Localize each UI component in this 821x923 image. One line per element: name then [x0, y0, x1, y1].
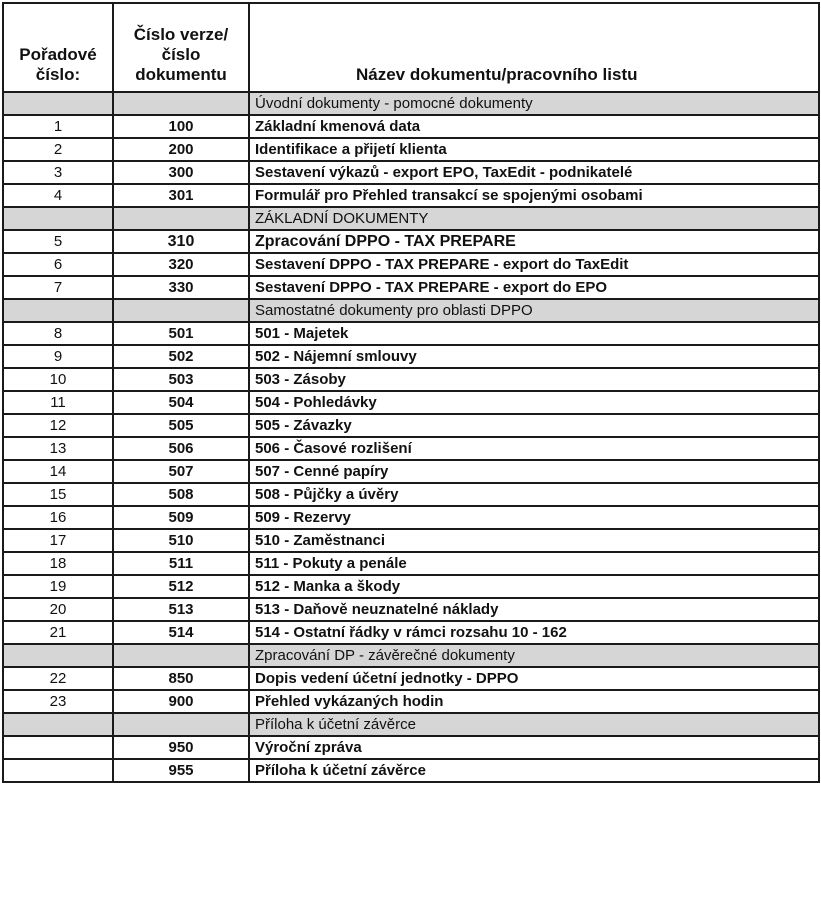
- row-document-code: 100: [113, 115, 249, 138]
- row-document-title: Příloha k účetní závěrce: [249, 759, 819, 782]
- row-document-title: 511 - Pokuty a penále: [249, 552, 819, 575]
- table-row: [3, 667, 819, 690]
- row-document-code: 950: [113, 736, 249, 759]
- table-row: [3, 138, 819, 161]
- section-row: [3, 207, 819, 230]
- table-row: [3, 115, 819, 138]
- row-document-title: Výroční zpráva: [249, 736, 819, 759]
- row-document-code: 512: [113, 575, 249, 598]
- row-order-number: [3, 299, 113, 322]
- row-document-title: 502 - Nájemní smlouvy: [249, 345, 819, 368]
- header-version-number: Číslo verze/ číslo dokumentu: [113, 3, 249, 92]
- row-order-number: 1: [3, 115, 113, 138]
- section-row: [3, 713, 819, 736]
- table-row: [3, 552, 819, 575]
- row-document-title: 512 - Manka a škody: [249, 575, 819, 598]
- row-document-code: 200: [113, 138, 249, 161]
- row-document-title: Samostatné dokumenty pro oblasti DPPO: [249, 299, 819, 322]
- table-body: [3, 92, 819, 782]
- row-document-title: Přehled vykázaných hodin: [249, 690, 819, 713]
- table-row: [3, 368, 819, 391]
- row-document-code: 505: [113, 414, 249, 437]
- row-order-number: 15: [3, 483, 113, 506]
- row-document-title: Sestavení DPPO - TAX PREPARE - export do EPO: [249, 276, 819, 299]
- row-document-title: 503 - Zásoby: [249, 368, 819, 391]
- row-order-number: 21: [3, 621, 113, 644]
- row-document-title: 504 - Pohledávky: [249, 391, 819, 414]
- row-order-number: 23: [3, 690, 113, 713]
- row-document-code: 330: [113, 276, 249, 299]
- row-document-code: 514: [113, 621, 249, 644]
- row-order-number: 16: [3, 506, 113, 529]
- table-row: [3, 506, 819, 529]
- table-row: [3, 414, 819, 437]
- header-order-number: Pořadové číslo:: [3, 3, 113, 92]
- row-document-title: Formulář pro Přehled transakcí se spojenými osobami: [249, 184, 819, 207]
- row-document-code: 510: [113, 529, 249, 552]
- row-order-number: 9: [3, 345, 113, 368]
- row-document-title: 505 - Závazky: [249, 414, 819, 437]
- table-row: [3, 230, 819, 253]
- section-row: [3, 644, 819, 667]
- row-document-code: 502: [113, 345, 249, 368]
- table-row: [3, 253, 819, 276]
- row-document-code: 320: [113, 253, 249, 276]
- table-row: [3, 621, 819, 644]
- row-document-code: 506: [113, 437, 249, 460]
- row-document-code: 504: [113, 391, 249, 414]
- row-document-code: 503: [113, 368, 249, 391]
- row-document-title: 513 - Daňově neuznatelné náklady: [249, 598, 819, 621]
- row-order-number: 20: [3, 598, 113, 621]
- table-header-row: [3, 3, 819, 92]
- table-row: [3, 483, 819, 506]
- table-row: [3, 437, 819, 460]
- row-document-title: 507 - Cenné papíry: [249, 460, 819, 483]
- table-row: [3, 391, 819, 414]
- row-document-title: Úvodní dokumenty - pomocné dokumenty: [249, 92, 819, 115]
- row-document-title: Zpracování DP - závěrečné dokumenty: [249, 644, 819, 667]
- row-document-title: 510 - Zaměstnanci: [249, 529, 819, 552]
- table-row: [3, 184, 819, 207]
- row-order-number: 13: [3, 437, 113, 460]
- row-order-number: 12: [3, 414, 113, 437]
- row-document-code: 507: [113, 460, 249, 483]
- row-document-code: 900: [113, 690, 249, 713]
- row-document-code: 501: [113, 322, 249, 345]
- row-document-code: 511: [113, 552, 249, 575]
- table-row: [3, 460, 819, 483]
- row-order-number: 11: [3, 391, 113, 414]
- row-order-number: 10: [3, 368, 113, 391]
- row-document-code: 300: [113, 161, 249, 184]
- row-order-number: 4: [3, 184, 113, 207]
- row-order-number: 6: [3, 253, 113, 276]
- row-document-code: 508: [113, 483, 249, 506]
- row-document-title: Identifikace a přijetí klienta: [249, 138, 819, 161]
- document-list-table: [2, 2, 820, 783]
- table-row: [3, 575, 819, 598]
- row-order-number: 7: [3, 276, 113, 299]
- row-order-number: 18: [3, 552, 113, 575]
- row-document-code: [113, 92, 249, 115]
- row-document-title: Sestavení DPPO - TAX PREPARE - export do TaxEdit: [249, 253, 819, 276]
- row-order-number: [3, 207, 113, 230]
- table-row: [3, 690, 819, 713]
- row-order-number: 22: [3, 667, 113, 690]
- row-document-title: Sestavení výkazů - export EPO, TaxEdit - podnikatelé: [249, 161, 819, 184]
- row-order-number: [3, 759, 113, 782]
- row-document-code: [113, 713, 249, 736]
- table-row: [3, 759, 819, 782]
- row-document-code: 310: [113, 230, 249, 253]
- table-row: [3, 322, 819, 345]
- row-document-title: Zpracování DPPO - TAX PREPARE: [249, 230, 819, 253]
- table-row: [3, 161, 819, 184]
- row-order-number: [3, 736, 113, 759]
- row-document-code: 850: [113, 667, 249, 690]
- row-order-number: 3: [3, 161, 113, 184]
- row-order-number: 5: [3, 230, 113, 253]
- row-document-title: ZÁKLADNÍ DOKUMENTY: [249, 207, 819, 230]
- row-order-number: 2: [3, 138, 113, 161]
- table-row: [3, 529, 819, 552]
- row-order-number: 19: [3, 575, 113, 598]
- table-row: [3, 598, 819, 621]
- row-document-code: 509: [113, 506, 249, 529]
- row-order-number: [3, 92, 113, 115]
- row-order-number: [3, 713, 113, 736]
- row-document-title: 506 - Časové rozlišení: [249, 437, 819, 460]
- row-document-title: Dopis vedení účetní jednotky - DPPO: [249, 667, 819, 690]
- row-document-code: [113, 207, 249, 230]
- row-document-code: 955: [113, 759, 249, 782]
- table-row: [3, 345, 819, 368]
- row-document-title: 509 - Rezervy: [249, 506, 819, 529]
- table-row: [3, 736, 819, 759]
- row-document-title: 514 - Ostatní řádky v rámci rozsahu 10 - 162: [249, 621, 819, 644]
- row-document-code: [113, 644, 249, 667]
- row-document-title: 508 - Půjčky a úvěry: [249, 483, 819, 506]
- row-document-code: 513: [113, 598, 249, 621]
- header-document-name: Název dokumentu/pracovního listu: [249, 3, 819, 92]
- row-document-title: Základní kmenová data: [249, 115, 819, 138]
- section-row: [3, 92, 819, 115]
- row-document-code: 301: [113, 184, 249, 207]
- row-order-number: 17: [3, 529, 113, 552]
- row-order-number: 8: [3, 322, 113, 345]
- row-document-title: Příloha k účetní závěrce: [249, 713, 819, 736]
- row-document-code: [113, 299, 249, 322]
- row-order-number: 14: [3, 460, 113, 483]
- row-order-number: [3, 644, 113, 667]
- section-row: [3, 299, 819, 322]
- row-document-title: 501 - Majetek: [249, 322, 819, 345]
- table-row: [3, 276, 819, 299]
